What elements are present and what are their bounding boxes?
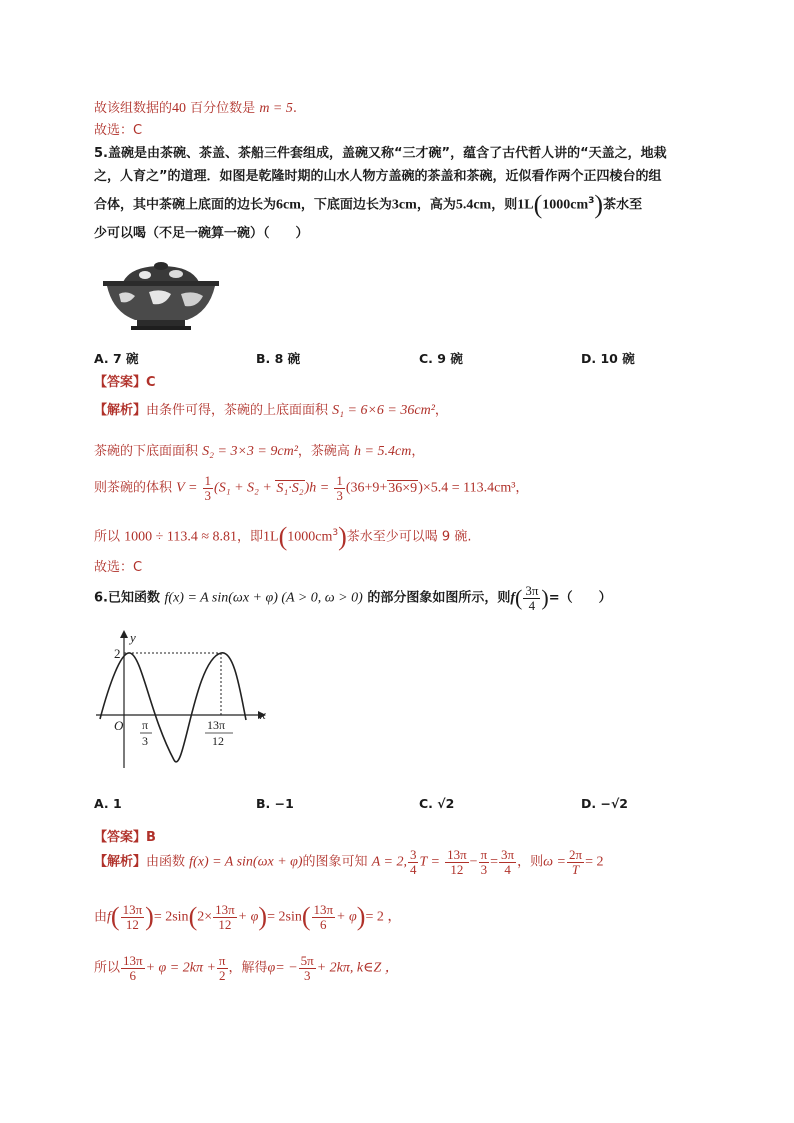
q5-option-b[interactable]: B. 8 碗 (256, 351, 301, 366)
origin-label: O (114, 718, 124, 733)
percentile-text-pre: 故该组数据的 (94, 101, 173, 116)
q5-volume-line: 则茶碗的体积 V = $\frac{1}{3}$ (S₁ + S₂ + S₁·S₂)h = $\frac{1}{3}$ (36+9+36×9)×5.4 = 113.4cm³， (94, 473, 529, 503)
percentile-value: m = 5 (259, 101, 293, 116)
y-label: y (130, 630, 136, 645)
prev-answer-conclusion: 故选：C (94, 123, 143, 138)
x2-den: 12 (212, 734, 224, 748)
x1-den: 3 (142, 734, 148, 748)
q5-line-2: 之，人育之”的道理．如图是乾隆时期的山水人物方盖碗的茶盖和茶碗，近似看作两个正四棱台的组 (94, 169, 662, 184)
q5-final: 故选：C (94, 560, 143, 575)
q6-option-b[interactable]: B. −1 (256, 796, 294, 811)
q5-option-c[interactable]: C. 9 碗 (419, 351, 463, 366)
q6-option-a[interactable]: A. 1 (94, 796, 122, 811)
q6-stem: 6.已知函数 f(x) = A sin(ωx + φ) (A > 0, ω > 0) 的部分图象如图所示，则f( $\frac{3\pi}{4}$ )=（ ） (94, 583, 612, 613)
x1-num: π (142, 718, 149, 732)
q5-line-4: 少可以喝（不足一碗算一碗）（ ） (94, 226, 309, 241)
q5-option-d[interactable]: D. 10 碗 (581, 351, 635, 366)
x2-num: 13π (207, 718, 226, 732)
max-label: 2 (114, 646, 121, 661)
percentile-line: 故该组数据的40 百分位数是 m = 5. (94, 101, 298, 116)
q5-line-1: 5.盖碗是由茶碗、茶盖、茶船三件套组成，盖碗又称“三才碗”，蕴含了古代哲人讲的“天盖之，地栽 (94, 146, 667, 161)
tea-bowl-image (101, 260, 221, 334)
sine-graph (94, 620, 274, 770)
q6-answer: 【答案】B (94, 830, 156, 845)
q6-analysis-line-3: 所以 $\frac{13\pi}{6}$ + φ = 2kπ + $\frac{\pi}{2}$ ，解得φ= − $\frac{5\pi}{3}$ + 2kπ, k∈Z ， (94, 953, 399, 983)
q5-option-a[interactable]: A. 7 碗 (94, 351, 139, 366)
sine-curve (100, 653, 246, 762)
q5-line-3: 合体，其中茶碗上底面的边长为6cm，下底面边长为3cm，高为5.4cm，则$1L(1000cm^3)$茶水至 (94, 190, 643, 219)
q5-analysis-line-2: 茶碗的下底面面积 S₂ = 3×3 = 9cm²，茶碗高 h = 5.4cm， (94, 444, 425, 459)
percentile-number: 40 (172, 101, 187, 116)
percentile-text-mid: 百分位数是 (190, 101, 256, 116)
q5-analysis-line-1: 【解析】由条件可得，茶碗的上底面面积 S₁ = 6×6 = 36cm²， (94, 403, 448, 418)
q6-option-c[interactable]: C. √2 (419, 796, 455, 811)
q5-conclusion-line: 所以 1000 ÷ 113.4 ≈ 8.81，即$1L(1000cm^3)$茶水至少可以喝 9 碗. (94, 522, 472, 551)
q6-option-d[interactable]: D. −√2 (581, 796, 628, 811)
q6-analysis-line-1: 【解析】由函数 f(x) = A sin(ωx + φ)的图象可知 A = 2, $\frac{3}{4}$ T = $\frac{13\pi}{12}$ − $\frac{\pi}{3}$ = $\frac{3\pi}{4}$ ，则ω = $\frac{2\pi}{T}$ = 2 (94, 847, 604, 877)
q6-analysis-line-2: 由f( $\frac{13\pi}{12}$ )= 2sin(2× $\frac{13\pi}{12}$ + φ)= 2sin( $\frac{13\pi}{6}$ + φ)= 2 ， (94, 901, 402, 932)
x-label: x (260, 707, 266, 722)
y-axis-arrow-icon (120, 630, 128, 638)
q5-answer: 【答案】C (94, 375, 156, 390)
